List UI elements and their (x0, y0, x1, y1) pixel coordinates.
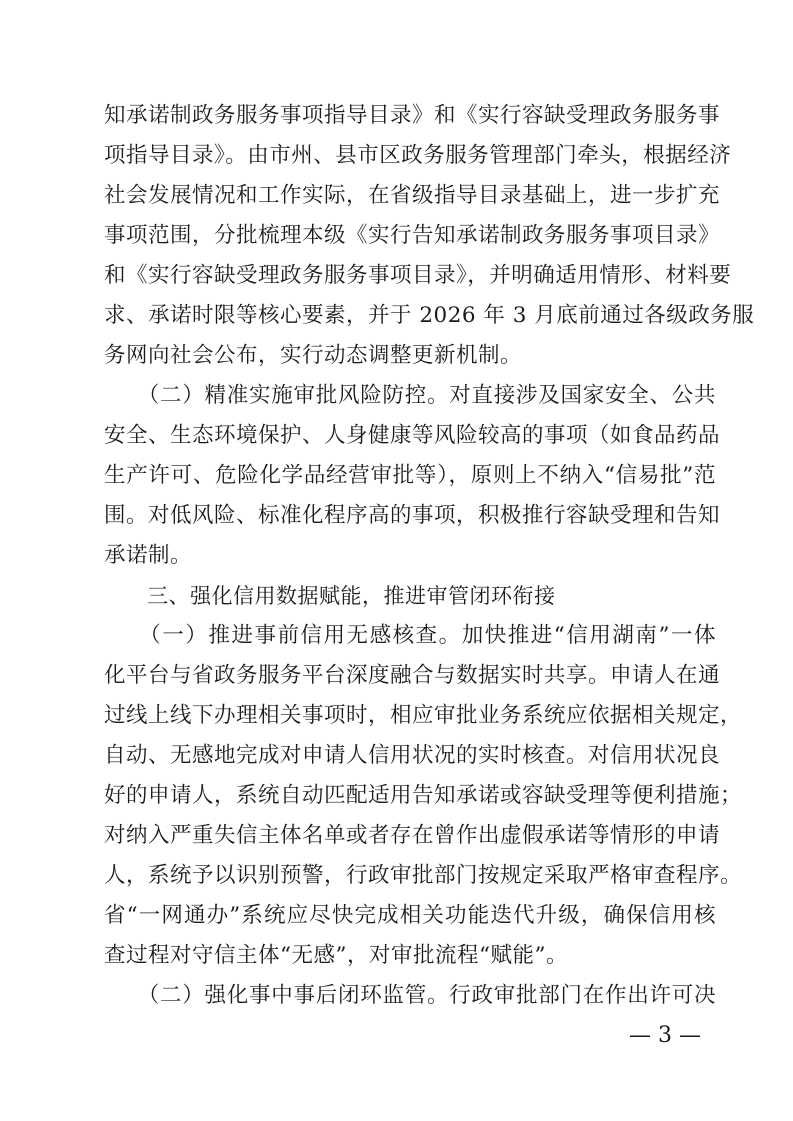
text-line: 查过程对守信主体“无感”，对审批流程“赋能”。 (104, 943, 568, 968)
section-heading: 三、强化信用数据赋能，推进审管闭环衔接 (104, 584, 556, 608)
text-line: 省“一网通办”系统应尽快完成相关功能迭代升级，确保信用核 (104, 903, 716, 928)
text-line: （二）精准实施审批风险防控。对直接涉及国家安全、公共 (104, 383, 716, 408)
text-line: 过线上线下办理相关事项时，相应审批业务系统应依据相关规定， (104, 703, 743, 728)
text-line: 人，系统予以识别预警，行政审批部门按规定采取严格审查程序。 (104, 863, 743, 888)
page-number: — 3 — (629, 1023, 701, 1048)
text-line: 安全、生态环境保护、人身健康等风险较高的事项（如食品药品 (104, 423, 721, 448)
text-line: 项指导目录》。由市州、县市区政务服务管理部门牵头，根据经济 (104, 143, 732, 168)
text-line: 生产许可、危险化学品经营审批等），原则上不纳入“信易批”范 (104, 463, 716, 488)
text-line: 社会发展情况和工作实际，在省级指导目录基础上，进一步扩充 (104, 183, 721, 208)
text-line: 围。对低风险、标准化程序高的事项，积极推行容缺受理和告知 (104, 503, 721, 528)
text-line: 事项范围，分批梳理本级《实行告知承诺制政务服务事项目录》 (104, 223, 721, 248)
document-body (104, 96, 755, 1016)
text-line: 和《实行容缺受理政务服务事项目录》，并明确适用情形、材料要 (104, 263, 732, 288)
text-line: 化平台与省政务服务平台深度融合与数据实时共享。申请人在通 (104, 663, 721, 688)
text-line: （二）强化事中事后闭环监管。行政审批部门在作出许可决 (104, 983, 716, 1008)
text-line: 知承诺制政务服务事项指导目录》和《实行容缺受理政务服务事 (104, 103, 721, 128)
text-line: 务网向社会公布，实行动态调整更新机制。 (104, 343, 523, 368)
text-line: （一）推进事前信用无感核查。加快推进“信用湖南”一体 (104, 623, 716, 648)
text-line: 好的申请人，系统自动匹配适用告知承诺或容缺受理等便利措施； (104, 783, 743, 808)
text-line: 对纳入严重失信主体名单或者存在曾作出虚假承诺等情形的申请 (104, 823, 721, 848)
text-line: 求、承诺时限等核心要素，并于 2026 年 3 月底前通过各级政务服 (104, 303, 755, 328)
text-line: 承诺制。 (104, 543, 193, 568)
text-line: 自动、无感地完成对申请人信用状况的实时核查。对信用状况良 (104, 743, 721, 768)
